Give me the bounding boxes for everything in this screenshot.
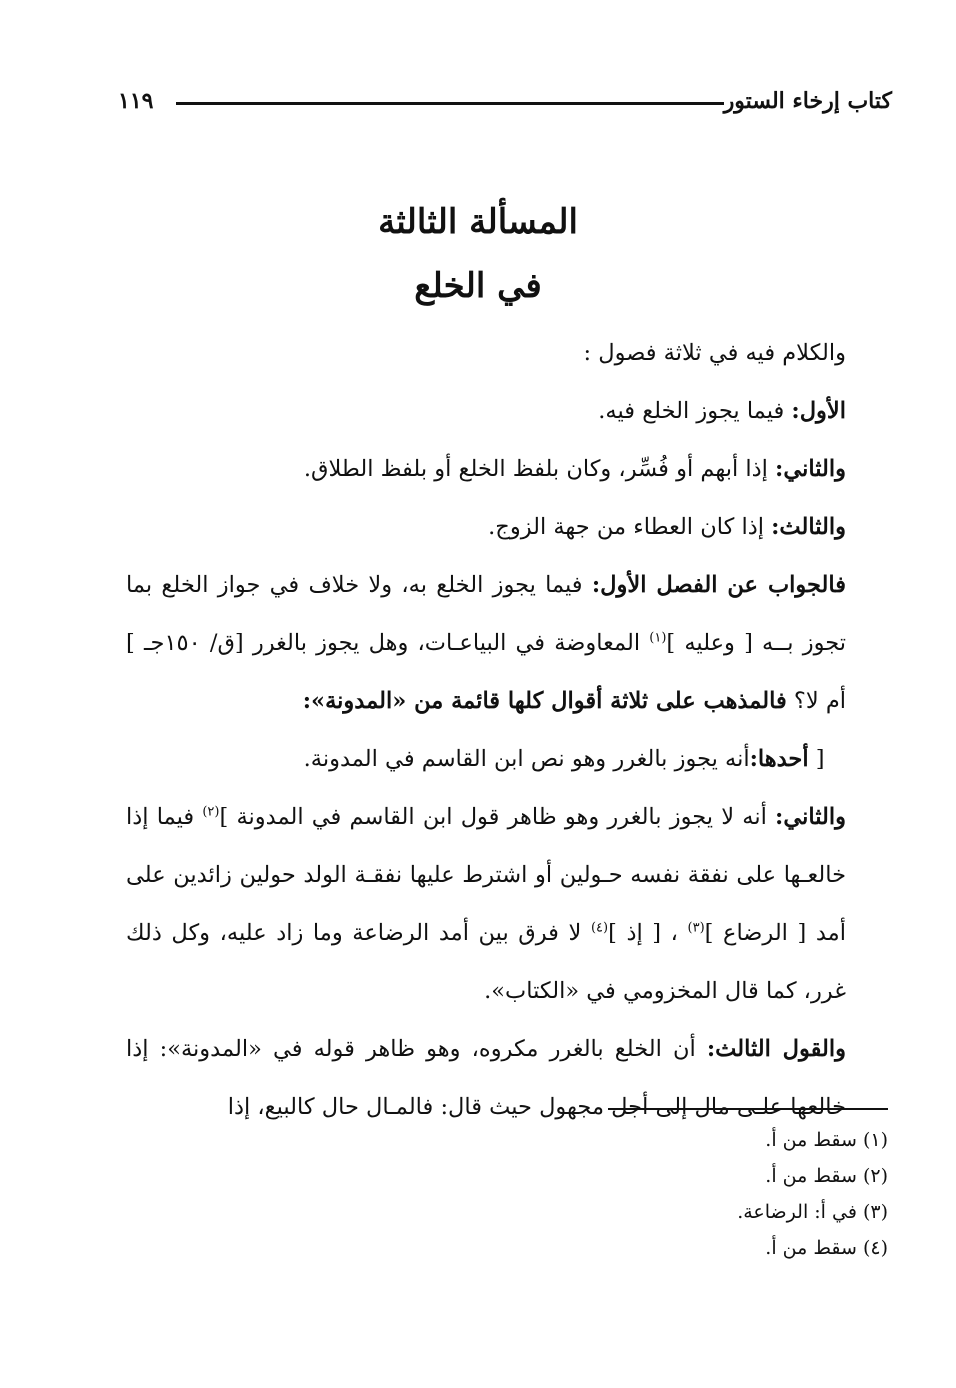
chapter-title: المسألة الثالثة (378, 202, 578, 242)
running-title: كتاب إرخاء الستور (723, 88, 892, 114)
footnote-1: (١) سقط من أ. (765, 1129, 888, 1151)
footnote-rule (608, 1108, 888, 1110)
opinion-three-label: والقول الثالث: (706, 1036, 846, 1062)
paragraph-opinion-two (126, 788, 846, 1020)
paragraph-second-chapter (126, 440, 846, 498)
body-text (126, 324, 846, 1136)
third-text: إذا كان العطاء من جهة الزوج. (488, 514, 772, 540)
paragraph-intro (126, 324, 846, 382)
second-text: إذا أبهم أو فُسِّر، وكان بلفظ الخلع أو بلفظ الطلاق. (303, 456, 776, 482)
footnote-ref-1: (١) (649, 630, 667, 646)
answer-conclusion: فالمذهب على ثلاثة أقوال كلها قائمة من «المدونة»: (302, 688, 787, 714)
footnote-2: (٢) سقط من أ. (765, 1165, 888, 1187)
footnotes (288, 1122, 888, 1266)
footnote-3: (٣) في أ: الرضاعة. (737, 1201, 888, 1223)
opinion-one-label: أحدها: (749, 746, 809, 772)
answer-label: فالجواب عن الفصل الأول: (591, 572, 846, 598)
second-label: والثاني: (775, 456, 846, 482)
page-number: ١١٩ (118, 88, 154, 114)
opinion-one-text: أنه يجوز بالغرر وهو نص ابن القاسم في المدونة. (303, 746, 750, 772)
answer-text-a: فيما يجوز الخلع به، ولا خلاف في جواز الخلع بما تجوز بــه [ وعليه ] (126, 572, 846, 656)
footnote-ref-3: (٣) (687, 920, 705, 936)
footnote-ref-2: (٢) (202, 804, 220, 820)
paragraph-answer (126, 556, 846, 730)
paragraph-opinion-one (126, 730, 846, 788)
opinion-one-bracket: [ (808, 746, 825, 772)
footnote-4: (٤) سقط من أ. (765, 1237, 888, 1259)
footnote-ref-4: (٤) (590, 920, 609, 936)
paragraph-opinion-three (126, 1020, 846, 1136)
chapter-subtitle: في الخلع (414, 266, 542, 306)
paragraph-third-chapter (126, 498, 846, 556)
first-text: فيما يجوز الخلع فيه. (598, 398, 792, 424)
opinion-two-label: والثاني: (775, 804, 846, 830)
opinion-two-text-b: فيما إذا خالعـها على نفقة نفسه حـولين أو اشترط عليها نفقـة الولد حولين زائدين على أمد [ الرضاع ] (126, 804, 846, 946)
first-label: الأول: (791, 398, 846, 424)
answer-text-b: المعاوضة في البياعـات، وهل يجوز بالغرر [ق/ ١٥٠جـ ] أم لا؟ (126, 630, 846, 714)
opinion-two-text-c: ، [ إذ ] (608, 920, 688, 946)
opinion-two-text-d: لا فرق بين أمد الرضاعة وما زاد عليه، وكل ذلك غرر، كما قال المخزومي في «الكتاب». (126, 920, 846, 1004)
paragraph-first-chapter (126, 382, 846, 440)
third-label: والثالث: (771, 514, 846, 540)
page-header (118, 86, 892, 122)
opinion-three-text: أن الخلع بالغرر مكروه، وهو ظاهر قوله في «المدونة»: إذا خالعها علـى مال إلى أجل مجهول حيث قال: فالمـال حال كالبيع، إذا (126, 1036, 846, 1120)
intro-text: والكلام فيه في ثلاثة فصول : (583, 340, 846, 366)
opinion-two-text-a: أنه لا يجوز بالغرر وهو ظاهر قول ابن القاسم في المدونة ] (219, 804, 776, 830)
header-rule (176, 102, 724, 105)
